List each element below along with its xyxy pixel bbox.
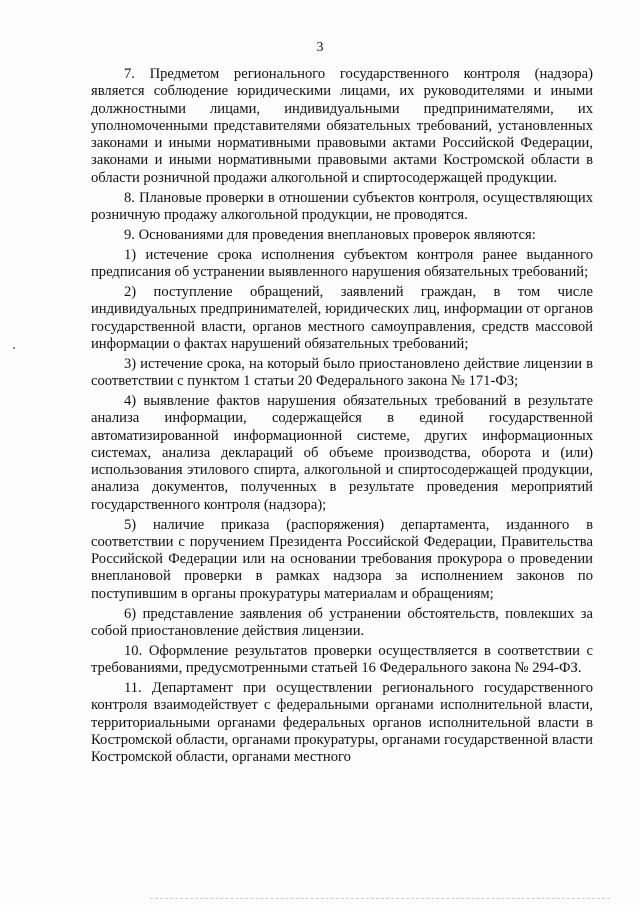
paragraph-9: 9. Основаниями для проведения внеплановых проверок являются: [124, 226, 536, 243]
list-item-1: 1) истечение срока исполнения субъектом контроля ранее выданного предписания об устранении выявленного нарушения обязательных требований; [91, 246, 593, 281]
scan-speck [13, 347, 15, 349]
paragraph-10: 10. Оформление результатов проверки осуществляется в соответствии с требованиями, предусмотренными статьей 16 Федерального закона № 294-ФЗ. [91, 642, 593, 677]
list-item-4: 4) выявление фактов нарушения обязательных требований в результате анализа информации, содержащейся в единой государственной автоматизированной информационной системе, других информационных системах, анализа деклараций об объеме производства, оборота и (или) использования этилового спирта, алкогольной и спиртосодержащей продукции, анализа документов, полученных в результате проведения мероприятий государственного контроля (надзора); [91, 392, 593, 513]
list-item-3: 3) истечение срока, на который было приостановлено действие лицензии в соответствии с пунктом 1 статьи 20 Федерального закона № 171-ФЗ; [91, 355, 593, 390]
document-body [91, 66, 593, 769]
list-item-6: 6) представление заявления об устранении обстоятельств, повлекших за собой приостановление действия лицензии. [91, 605, 593, 639]
paragraph-11: 11. Департамент при осуществлении регионального государственного контроля взаимодействует с федеральными органами исполнительной власти, территориальными органами федеральных органов исполнительной власти в Костромской области, органами прокуратуры, органами государственной власти Костромской области, органами местного [91, 680, 593, 766]
page-number: 3 [316, 40, 324, 55]
scan-edge-line [150, 898, 610, 902]
paragraph-8: 8. Плановые проверки в отношении субъектов контроля, осуществляющих розничную продажу алкогольной продукции, не проводятся. [91, 189, 593, 223]
list-item-2: 2) поступление обращений, заявлений граждан, в том числе индивидуальных предпринимателей, юридических лиц, информации от органов государственной власти, органов местного самоуправления, средств массовой информации о фактах нарушений обязательных требований; [91, 283, 593, 352]
paragraph-7: 7. Предметом регионального государственного контроля (надзора) является соблюдение юридическими лицами, их руководителями и иными должностными лицами, индивидуальными предпринимателями, их уполномоченными представителями обязательных требований, установленных законами и иными нормативными правовыми актами Российской Федерации, законами и иными нормативными правовыми актами Костромской области в области розничной продажи алкогольной и спиртосодержащей продукции. [91, 66, 593, 186]
list-item-5: 5) наличие приказа (распоряжения) департамента, изданного в соответствии с поручением Президента Российской Федерации, Правительства Российской Федерации или на основании требования прокурора о проведении внеплановой проверки в рамках надзора за исполнением законов по поступившим в органы прокуратуры материалам и обращениям; [91, 516, 593, 602]
